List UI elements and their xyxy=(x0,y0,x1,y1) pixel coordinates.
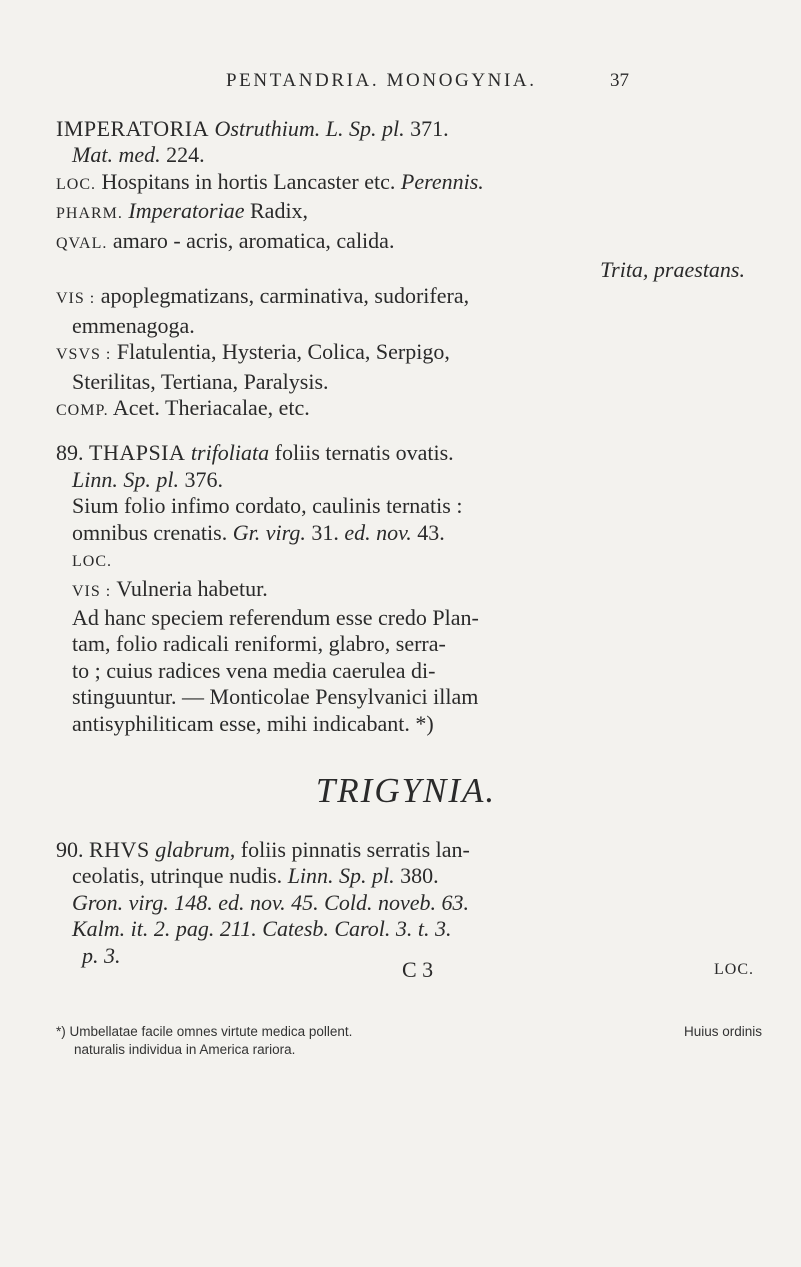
genus-name: THAPSIA xyxy=(89,440,186,466)
diagnosis-text: ceolatis, utrinque nudis. xyxy=(72,863,283,889)
thapsia-note-line: antisyphiliticam esse, mihi indicabant. *) xyxy=(72,710,434,736)
synonym-text: omnibus crenatis. xyxy=(72,519,228,545)
imperatoria-comp xyxy=(56,395,756,424)
reference-list: Gron. virg. 148. ed. nov. 45. Cold. noveb. 63. xyxy=(72,889,469,915)
rhus-reference-line xyxy=(56,916,756,942)
main-text xyxy=(56,116,756,982)
thapsia-note-line: stinguuntur. — Monticolae Pensylvanici illam xyxy=(72,684,479,710)
pharm-part: Radix, xyxy=(250,198,309,224)
species-epithet: glabrum, xyxy=(155,836,236,862)
diagnosis-text: foliis ternatis ovatis. xyxy=(274,440,454,466)
imperatoria-qual xyxy=(56,228,756,257)
reference: Gr. virg. xyxy=(232,519,306,545)
qual-label: QVAL. xyxy=(56,234,108,252)
reference-number: 376. xyxy=(184,466,223,492)
imperatoria-pharm xyxy=(56,198,756,227)
rhus-heading xyxy=(56,837,756,863)
footnote-text: *) Umbellatae facile omnes virtute medica pollent. xyxy=(56,1024,353,1039)
imperatoria-loc xyxy=(56,169,756,198)
reference-number: 43. xyxy=(417,519,445,545)
reference-number: 380. xyxy=(400,863,439,889)
imperatoria-usus xyxy=(56,339,756,368)
loc-text: Hospitans in hortis Lancaster etc. xyxy=(101,168,396,194)
imperatoria-heading xyxy=(56,116,756,142)
page-reference: p. 3. xyxy=(82,942,121,968)
reference-number: 371. xyxy=(410,116,449,141)
running-title: PENTANDRIA. MONOGYNIA. xyxy=(226,70,537,91)
loc-duration: Perennis. xyxy=(400,168,484,194)
thapsia-note-line: Ad hanc speciem referendum esse credo Plan- xyxy=(72,604,479,630)
thapsia-note-line: to ; cuius radices vena media caerulea di- xyxy=(72,657,436,683)
thapsia-synonym-cont xyxy=(56,520,756,546)
reference: L. Sp. pl. xyxy=(325,116,405,141)
comp-label: COMP. xyxy=(56,402,109,420)
section-title: TRIGYNIA. xyxy=(315,770,497,810)
comp-text: Acet. Theriacalae, etc. xyxy=(112,395,310,421)
footnote-line: naturalis individua in America rariora. xyxy=(74,1042,296,1057)
thapsia-vis xyxy=(56,576,756,605)
rhus-last-line xyxy=(56,942,756,982)
pharm-label: PHARM. xyxy=(56,205,123,223)
loc-label: LOC. xyxy=(56,175,96,193)
vis-text: apoplegmatizans, carminativa, sudorifera, xyxy=(100,283,470,309)
reference-number: 224. xyxy=(166,142,205,168)
reference: Linn. Sp. pl. xyxy=(72,466,179,492)
rhus-reference-line xyxy=(56,890,756,916)
qual-italic: Trita, praestans. xyxy=(600,257,745,283)
species-epithet: Ostruthium. xyxy=(214,116,321,141)
loc-label: LOC. xyxy=(72,553,112,571)
species-epithet: trifoliata xyxy=(190,440,270,466)
reference-number: 31. xyxy=(311,519,339,545)
vis-label: VIS : xyxy=(56,290,96,308)
pharm-drug: Imperatoriae xyxy=(128,198,245,224)
footnote-text: Huius ordinis xyxy=(683,1024,762,1039)
reference: Mat. med. xyxy=(72,142,161,168)
genus-name: RHVS xyxy=(89,836,150,862)
diagnosis-text: foliis pinnatis serratis lan- xyxy=(240,836,470,862)
genus-name: IMPERATORIA xyxy=(56,116,210,141)
reference: Linn. Sp. pl. xyxy=(287,863,395,889)
usus-text: Flatulentia, Hysteria, Colica, Serpigo, xyxy=(116,339,450,365)
imperatoria-reference-line xyxy=(56,142,756,168)
reference-list: Kalm. it. 2. pag. 211. Catesb. Carol. 3. t. 3. xyxy=(72,916,452,942)
imperatoria-qual-cont xyxy=(56,257,756,283)
entry-gap xyxy=(56,424,756,440)
footnote xyxy=(56,1023,762,1059)
usus-label: VSVS : xyxy=(56,346,112,364)
thapsia-synonym-line: Sium folio infimo cordato, caulinis ternatis : xyxy=(72,493,463,519)
imperatoria-usus-cont: Sterilitas, Tertiana, Paralysis. xyxy=(72,368,329,394)
entry-number: 90. xyxy=(56,836,84,862)
entry-number: 89. xyxy=(56,440,84,466)
imperatoria-vis xyxy=(56,283,756,312)
footnote-line xyxy=(56,1023,762,1041)
thapsia-heading xyxy=(56,440,756,466)
page-number: 37 xyxy=(610,70,629,91)
reference: ed. nov. xyxy=(344,519,412,545)
qual-text: amaro - acris, aromatica, calida. xyxy=(112,227,395,253)
thapsia-reference-line xyxy=(56,467,756,493)
thapsia-loc xyxy=(56,546,756,575)
vis-label: VIS : xyxy=(72,582,112,600)
signature-mark: C 3 xyxy=(402,956,434,982)
catchword: LOC. xyxy=(714,960,754,978)
vis-text: Vulneria habetur. xyxy=(116,575,268,601)
rhus-diagnosis-cont xyxy=(56,863,756,889)
thapsia-note-line: tam, folio radicali reniformi, glabro, serra- xyxy=(72,631,446,657)
imperatoria-vis-cont: emmenagoga. xyxy=(72,312,195,338)
